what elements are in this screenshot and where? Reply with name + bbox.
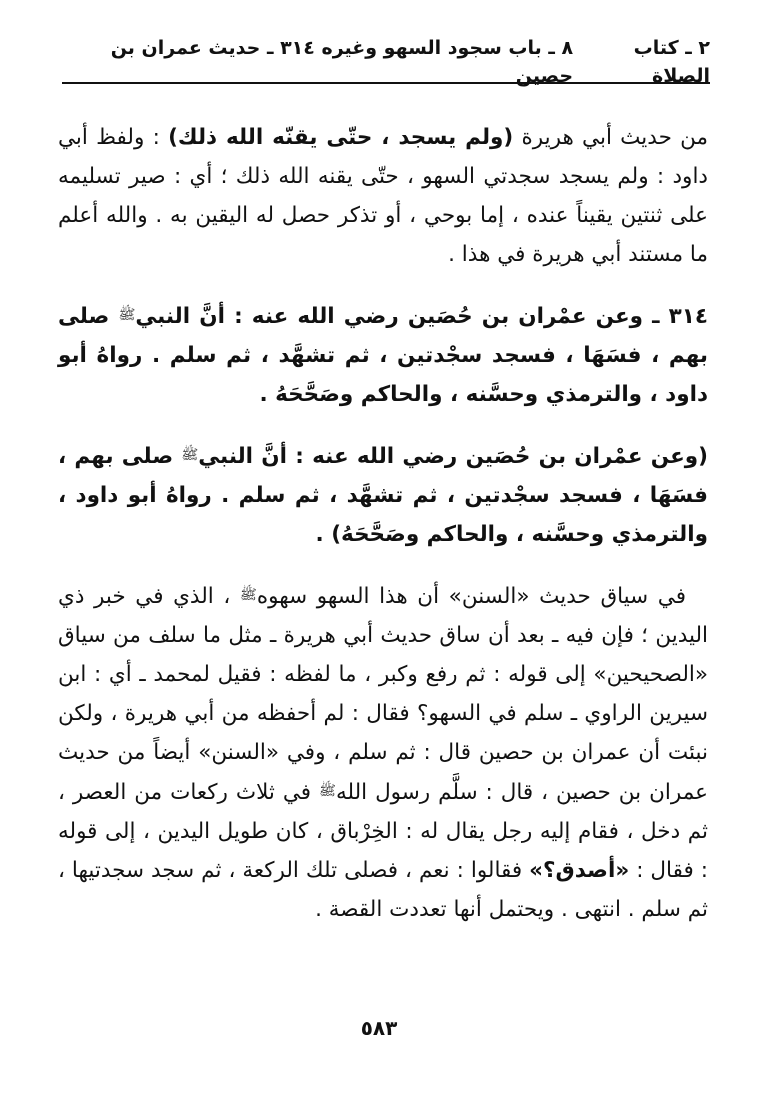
salawat-glyph: ﷺ: [118, 307, 136, 323]
hadith-text: (وعن عمْران بن حُصَين رضي الله عنه : أنَّ النبي: [198, 444, 708, 469]
commentary-paragraph: [58, 576, 708, 929]
paragraph-text: : ولفظ أبي داود : ولم يسجد سجدتي السهو ، حتّى يقنه الله ذلك ؛ أي : صير تسليمه على ثنتين يقيناً عنده ، إما بوحي ، أو تذكر حصل له اليقين به . والله أعلم ما مستند أبي هريرة في هذا .: [58, 125, 708, 267]
paragraph-text: فقالوا : نعم ، فصلى تلك الركعة ، ثم سجد سجدتيها ، ثم سلم . انتهى . ويحتمل أنها تعددت القصة .: [58, 858, 708, 922]
hadith-text: صلى بهم ، فسَهَا ، فسجد سجْدتين ، ثم تشهَّد ، ثم سلم . رواهُ أبو داود ، والترمذي وحسَّنه ، والحاكم وصَحَّحَهُ) .: [58, 444, 708, 547]
paragraph-text: في ثلاث ركعات من العصر ، ثم دخل ، فقام إليه رجل يقال له : الخِرْباق ، كان طويل اليدين ، إلى قوله : فقال :: [58, 780, 708, 883]
paragraph-text: من حديث أبي هريرة: [513, 125, 708, 150]
chapter-hadith-title: ٨ ـ باب سجود السهو وغيره ٣١٤ ـ حديث عمران بن حصين: [110, 37, 574, 87]
paragraph-text: ، الذي في خبر ذي اليدين ؛ فإن فيه ـ بعد أن ساق حديث أبي هريرة ـ مثل ما سلف من سياق «الصحيحين» إلى قوله : ثم رفع وكبر ، ما لفظه : فقيل لمحمد ـ أي : ابن سيرين الراوي ـ سلم في السهو؟ فقال : لم أحفظه من أبي هريرة ، ولكن نبئت أن عمران بن حصين قال : ثم سلم ، وفي «السنن» أيضاً من حديث عمران بن حصين ، قال : سلَّم رسول الله: [58, 584, 708, 805]
quoted-hadith-paragraph: [58, 436, 708, 554]
page-body: [58, 118, 708, 929]
running-header: [62, 37, 710, 87]
quoted-phrase: (ولم يسجد ، حتّى يقنّه الله ذلك): [168, 125, 514, 150]
quoted-phrase: «أصدق؟»: [529, 858, 630, 883]
salawat-glyph: ﷺ: [319, 783, 336, 799]
book-section-title: ٢ ـ كتاب الصلاة: [633, 37, 710, 87]
paragraph-text: في سياق حديث «السنن» أن هذا السهو سهوه: [256, 584, 686, 609]
page-number: ٥٨٣: [360, 1016, 398, 1040]
hadith-text: صلى بهم ، فسَهَا ، فسجد سجْدتين ، ثم تشهَّد ، ثم سلم . رواهُ أبو داود ، والترمذي وحسَّنه ، والحاكم وصَحَّحَهُ .: [58, 304, 708, 407]
header-divider: [62, 82, 710, 84]
commentary-paragraph: [58, 118, 708, 274]
hadith-text: ٣١٤ ـ وعن عمْران بن حُصَين رضي الله عنه : أنَّ النبي: [135, 304, 709, 329]
salawat-glyph: ﷺ: [239, 587, 257, 603]
salawat-glyph: ﷺ: [181, 447, 199, 463]
hadith-paragraph: [58, 296, 708, 414]
